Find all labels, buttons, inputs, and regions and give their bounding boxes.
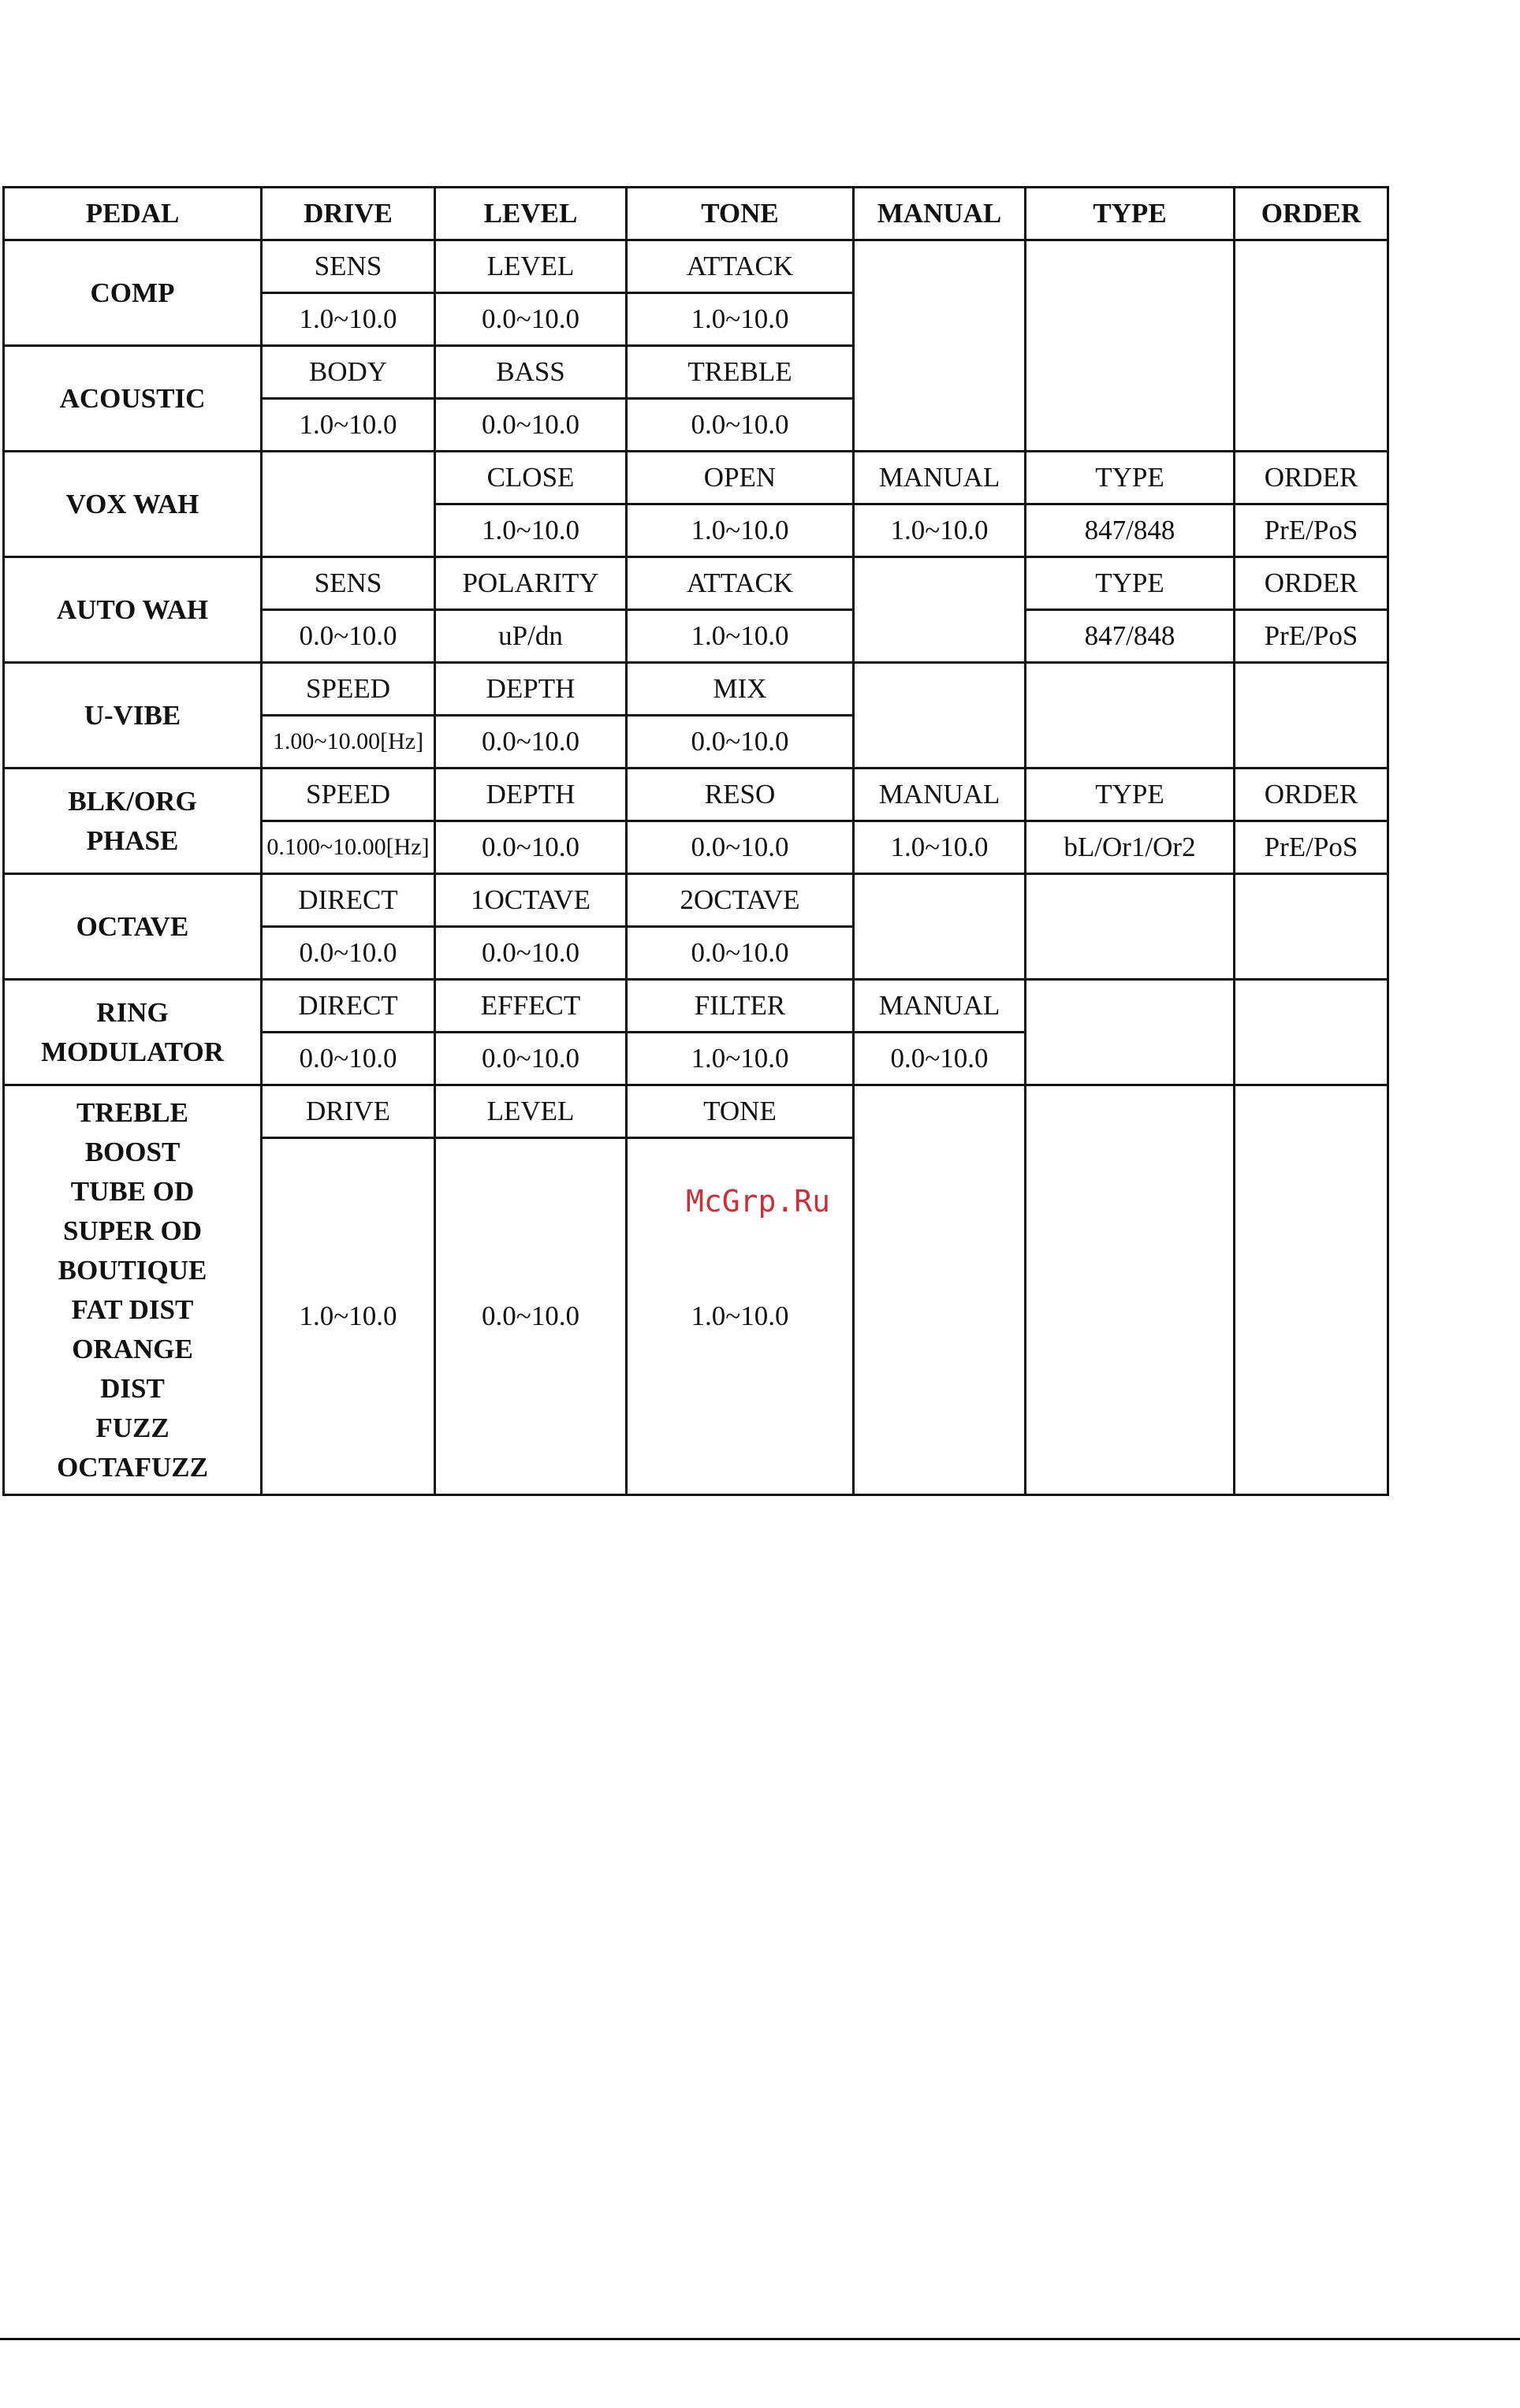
empty-cell <box>854 663 1026 769</box>
empty-cell <box>1235 874 1388 980</box>
param-label: OPEN <box>627 452 854 504</box>
param-range: 1.0~10.0 <box>627 1033 854 1085</box>
param-range: 0.0~10.0 <box>627 716 854 769</box>
pedal-name-drive-group <box>4 1085 262 1495</box>
param-range: 1.0~10.0 <box>627 1138 854 1495</box>
param-label: TREBLE <box>627 346 854 399</box>
param-range: 1.0~10.0 <box>262 399 435 452</box>
param-range: 0.0~10.0 <box>262 1033 435 1085</box>
header-level: LEVEL <box>435 188 627 240</box>
header-order: ORDER <box>1235 188 1388 240</box>
param-label: 2OCTAVE <box>627 874 854 927</box>
table-row <box>4 452 1388 504</box>
param-label: SPEED <box>262 663 435 716</box>
pedal-name-line: DIST <box>100 1372 165 1404</box>
param-label: LEVEL <box>435 1085 627 1138</box>
param-label: MANUAL <box>854 452 1026 504</box>
pedal-name-line: BOOST <box>84 1136 181 1167</box>
param-label: MANUAL <box>854 769 1026 821</box>
pedal-name-octave: OCTAVE <box>4 874 262 980</box>
param-range: 0.0~10.0 <box>262 927 435 980</box>
empty-cell <box>1026 240 1235 452</box>
empty-cell <box>1026 1085 1235 1495</box>
empty-cell <box>262 452 435 557</box>
pedal-name-line: FUZZ <box>95 1412 170 1443</box>
param-range: 0.0~10.0 <box>262 610 435 663</box>
param-label: CLOSE <box>435 452 627 504</box>
header-manual: MANUAL <box>854 188 1026 240</box>
param-range: 847/848 <box>1026 504 1235 557</box>
empty-cell <box>854 557 1026 663</box>
param-range: 0.0~10.0 <box>435 821 627 874</box>
pedal-name-line: ORANGE <box>72 1333 193 1364</box>
param-range: 0.0~10.0 <box>435 716 627 769</box>
param-label: RESO <box>627 769 854 821</box>
param-range: 0.0~10.0 <box>627 927 854 980</box>
pedal-name-comp: COMP <box>4 240 262 346</box>
param-label: ORDER <box>1235 452 1388 504</box>
pedal-name-phase <box>4 769 262 874</box>
pedal-name-line: TREBLE <box>76 1096 188 1128</box>
pedal-name-line: BLK/ORG <box>68 785 197 817</box>
param-label: MANUAL <box>854 980 1026 1033</box>
param-label: BODY <box>262 346 435 399</box>
param-label: SENS <box>262 240 435 293</box>
param-range: 0.100~10.00[Hz] <box>262 821 435 874</box>
pedal-name-line: MODULATOR <box>40 1036 225 1067</box>
param-range: uP/dn <box>435 610 627 663</box>
param-range: 1.0~10.0 <box>262 293 435 346</box>
table-row <box>4 557 1388 610</box>
header-type: TYPE <box>1026 188 1235 240</box>
param-range: PrE/PoS <box>1235 610 1388 663</box>
param-label: POLARITY <box>435 557 627 610</box>
empty-cell <box>854 874 1026 980</box>
pedal-name-line: RING <box>96 996 169 1028</box>
param-label: SPEED <box>262 769 435 821</box>
param-label: TYPE <box>1026 452 1235 504</box>
param-label: DIRECT <box>262 874 435 927</box>
pedal-name-auto-wah: AUTO WAH <box>4 557 262 663</box>
pedal-name-ring-modulator <box>4 980 262 1085</box>
param-range: 0.0~10.0 <box>435 1033 627 1085</box>
empty-cell <box>1235 240 1388 452</box>
param-range: 0.0~10.0 <box>854 1033 1026 1085</box>
pedal-name-line: FAT DIST <box>71 1293 194 1325</box>
param-range: 0.0~10.0 <box>435 399 627 452</box>
param-range: 1.0~10.0 <box>262 1138 435 1495</box>
param-range: 0.0~10.0 <box>435 293 627 346</box>
pedal-name-line: PHASE <box>86 824 179 856</box>
param-range: 1.0~10.0 <box>627 610 854 663</box>
param-label: ATTACK <box>627 557 854 610</box>
pedal-name-acoustic: ACOUSTIC <box>4 346 262 452</box>
table-row <box>4 240 1388 293</box>
watermark: McGrp.Ru <box>686 1184 831 1219</box>
empty-cell <box>1235 980 1388 1085</box>
header-pedal: PEDAL <box>4 188 262 240</box>
table-row <box>4 1085 1388 1138</box>
param-range: 847/848 <box>1026 610 1235 663</box>
empty-cell <box>854 240 1026 452</box>
param-label: ORDER <box>1235 769 1388 821</box>
param-label: EFFECT <box>435 980 627 1033</box>
footer-divider <box>0 2338 1520 2340</box>
param-label: FILTER <box>627 980 854 1033</box>
table-row <box>4 980 1388 1033</box>
param-label: TYPE <box>1026 557 1235 610</box>
empty-cell <box>1026 980 1235 1085</box>
param-range: 1.0~10.0 <box>627 293 854 346</box>
table-header-row <box>4 188 1388 240</box>
param-range: 0.0~10.0 <box>627 399 854 452</box>
param-label: BASS <box>435 346 627 399</box>
param-label: DIRECT <box>262 980 435 1033</box>
param-range: bL/Or1/Or2 <box>1026 821 1235 874</box>
header-drive: DRIVE <box>262 188 435 240</box>
param-range: 0.0~10.0 <box>627 821 854 874</box>
pedal-name-vox-wah: VOX WAH <box>4 452 262 557</box>
empty-cell <box>854 1085 1026 1495</box>
pedal-name-line: SUPER OD <box>63 1215 202 1246</box>
param-range: PrE/PoS <box>1235 504 1388 557</box>
pedal-name-line: OCTAFUZZ <box>57 1451 208 1483</box>
empty-cell <box>1026 663 1235 769</box>
table-row <box>4 663 1388 716</box>
param-range: PrE/PoS <box>1235 821 1388 874</box>
param-range: 1.0~10.0 <box>435 504 627 557</box>
param-label: LEVEL <box>435 240 627 293</box>
param-label: ORDER <box>1235 557 1388 610</box>
pedal-name-line: BOUTIQUE <box>58 1254 207 1286</box>
param-range: 1.0~10.0 <box>854 821 1026 874</box>
param-label: DRIVE <box>262 1085 435 1138</box>
param-label: TONE <box>627 1085 854 1138</box>
param-label: DEPTH <box>435 769 627 821</box>
param-range: 1.0~10.0 <box>627 504 854 557</box>
param-range: 1.00~10.00[Hz] <box>262 716 435 769</box>
param-label: DEPTH <box>435 663 627 716</box>
pedal-parameter-table <box>2 186 1389 1496</box>
param-label: MIX <box>627 663 854 716</box>
param-range: 1.0~10.0 <box>854 504 1026 557</box>
table-row <box>4 769 1388 821</box>
param-label: TYPE <box>1026 769 1235 821</box>
pedal-name-line: TUBE OD <box>70 1175 195 1207</box>
pedal-name-u-vibe: U-VIBE <box>4 663 262 769</box>
param-label: SENS <box>262 557 435 610</box>
table-row <box>4 874 1388 927</box>
param-label: 1OCTAVE <box>435 874 627 927</box>
empty-cell <box>1235 663 1388 769</box>
empty-cell <box>1026 874 1235 980</box>
param-label: ATTACK <box>627 240 854 293</box>
header-tone: TONE <box>627 188 854 240</box>
param-range: 0.0~10.0 <box>435 1138 627 1495</box>
empty-cell <box>1235 1085 1388 1495</box>
param-range: 0.0~10.0 <box>435 927 627 980</box>
